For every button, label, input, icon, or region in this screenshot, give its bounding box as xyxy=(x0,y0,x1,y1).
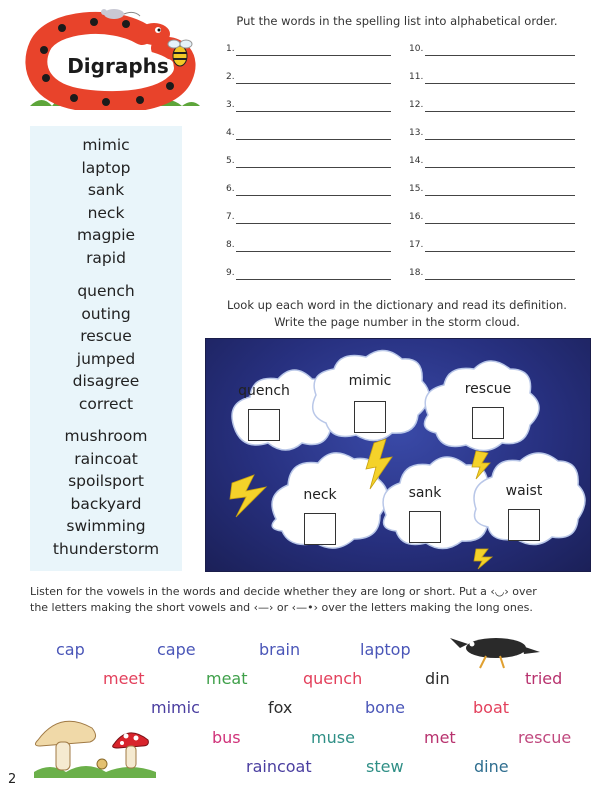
answer-line-7[interactable]: 7. xyxy=(226,212,391,226)
vowel-word[interactable]: met xyxy=(424,728,456,747)
spelling-word: backyard xyxy=(70,494,142,513)
answer-line-5[interactable]: 5. xyxy=(226,156,391,170)
spelling-word: magpie xyxy=(76,226,136,244)
spelling-word: sank xyxy=(87,181,125,199)
cloud-word-rescue: rescue xyxy=(464,381,512,397)
spelling-word: laptop xyxy=(81,158,131,177)
vowel-word[interactable]: meat xyxy=(206,669,248,688)
spelling-word: correct xyxy=(78,394,134,413)
page-number-box-neck[interactable] xyxy=(304,513,336,545)
spelling-word: jumped xyxy=(76,349,136,368)
cloud-word-sank: sank xyxy=(408,485,442,501)
spelling-word: spoilsport xyxy=(68,472,144,490)
spelling-word: rescue xyxy=(80,327,132,345)
vowel-word[interactable]: muse xyxy=(311,728,355,747)
crow-illustration xyxy=(446,628,542,672)
answer-line-14[interactable]: 14. xyxy=(409,156,579,170)
page-number: 2 xyxy=(8,772,17,787)
word-group-3 xyxy=(30,425,182,560)
vowel-word[interactable]: laptop xyxy=(360,640,411,659)
page-number-box-waist[interactable] xyxy=(508,509,540,541)
answer-line-4[interactable]: 4. xyxy=(226,128,391,142)
spelling-word: quench xyxy=(77,282,135,300)
spelling-word: outing xyxy=(81,304,131,323)
cloud-word-quench: quench xyxy=(238,383,290,399)
vowel-word[interactable]: boat xyxy=(473,698,510,717)
spelling-word: swimming xyxy=(66,517,146,535)
spelling-list-panel xyxy=(30,126,182,571)
answer-line-18[interactable]: 18. xyxy=(409,268,579,282)
alphabetical-lines-left xyxy=(226,44,391,284)
vowel-word[interactable]: dine xyxy=(474,757,509,776)
answer-line-11[interactable]: 11. xyxy=(409,72,579,86)
spelling-word: rapid xyxy=(86,248,126,267)
vowel-word[interactable]: cap xyxy=(56,640,85,659)
spelling-word: mushroom xyxy=(64,427,148,445)
vowel-word[interactable]: brain xyxy=(259,640,301,659)
spelling-word: neck xyxy=(87,203,125,222)
vowel-word[interactable]: din xyxy=(425,669,450,688)
page-title: Digraphs xyxy=(67,54,169,78)
cloud-word-mimic: mimic xyxy=(348,373,392,389)
spelling-word: raincoat xyxy=(74,449,138,468)
vowels-instruction-line-1: Listen for the vowels in the words and decide whether they are long or short. Put a ‹◡› over xyxy=(30,585,537,598)
vowel-word[interactable]: fox xyxy=(268,698,293,717)
vowel-word[interactable]: raincoat xyxy=(246,757,312,776)
vowel-word[interactable]: meet xyxy=(103,669,145,688)
answer-line-3[interactable]: 3. xyxy=(226,100,391,114)
word-group-1 xyxy=(30,134,182,269)
answer-line-1[interactable]: 1. xyxy=(226,44,391,58)
page-number-box-sank[interactable] xyxy=(409,511,441,543)
spelling-word: thunderstorm xyxy=(52,539,160,558)
vowel-word[interactable]: stew xyxy=(366,757,404,776)
vowel-word[interactable]: bone xyxy=(365,698,405,717)
dictionary-instruction-1: Look up each word in the dictionary and read its definition. xyxy=(227,298,567,312)
answer-line-10[interactable]: 10. xyxy=(409,44,579,58)
vowel-word[interactable]: bus xyxy=(212,728,241,747)
word-group-2 xyxy=(30,280,182,415)
vowel-word[interactable]: rescue xyxy=(518,728,572,747)
answer-line-17[interactable]: 17. xyxy=(409,240,579,254)
vowel-word[interactable]: cape xyxy=(157,640,196,659)
page-number-box-quench[interactable] xyxy=(248,409,280,441)
answer-line-9[interactable]: 9. xyxy=(226,268,391,282)
vowel-word[interactable]: tried xyxy=(525,669,563,688)
answer-line-15[interactable]: 15. xyxy=(409,184,579,198)
answer-line-8[interactable]: 8. xyxy=(226,240,391,254)
answer-line-13[interactable]: 13. xyxy=(409,128,579,142)
spelling-word: mimic xyxy=(82,136,130,154)
cloud-word-waist: waist xyxy=(505,483,543,499)
page-number-box-mimic[interactable] xyxy=(354,401,386,433)
dictionary-instruction-2: Write the page number in the storm cloud. xyxy=(274,315,520,329)
vowels-instruction-line-2: the letters making the short vowels and ‹—› or ‹—•› over the letters making the long ones. xyxy=(30,601,533,614)
answer-line-2[interactable]: 2. xyxy=(226,72,391,86)
page-number-box-rescue[interactable] xyxy=(472,407,504,439)
vowels-instruction xyxy=(30,584,590,616)
cloud-word-neck: neck xyxy=(303,487,337,503)
vowel-word[interactable]: mimic xyxy=(151,698,200,717)
answer-line-16[interactable]: 16. xyxy=(409,212,579,226)
alphabetical-instruction: Put the words in the spelling list into alphabetical order. xyxy=(236,14,558,28)
spelling-word: disagree xyxy=(72,372,140,390)
vowel-word[interactable]: quench xyxy=(303,669,363,688)
mushroom-illustration xyxy=(30,710,160,778)
alphabetical-lines-right xyxy=(409,44,579,284)
storm-cloud-panel xyxy=(205,338,591,572)
answer-line-6[interactable]: 6. xyxy=(226,184,391,198)
answer-line-12[interactable]: 12. xyxy=(409,100,579,114)
